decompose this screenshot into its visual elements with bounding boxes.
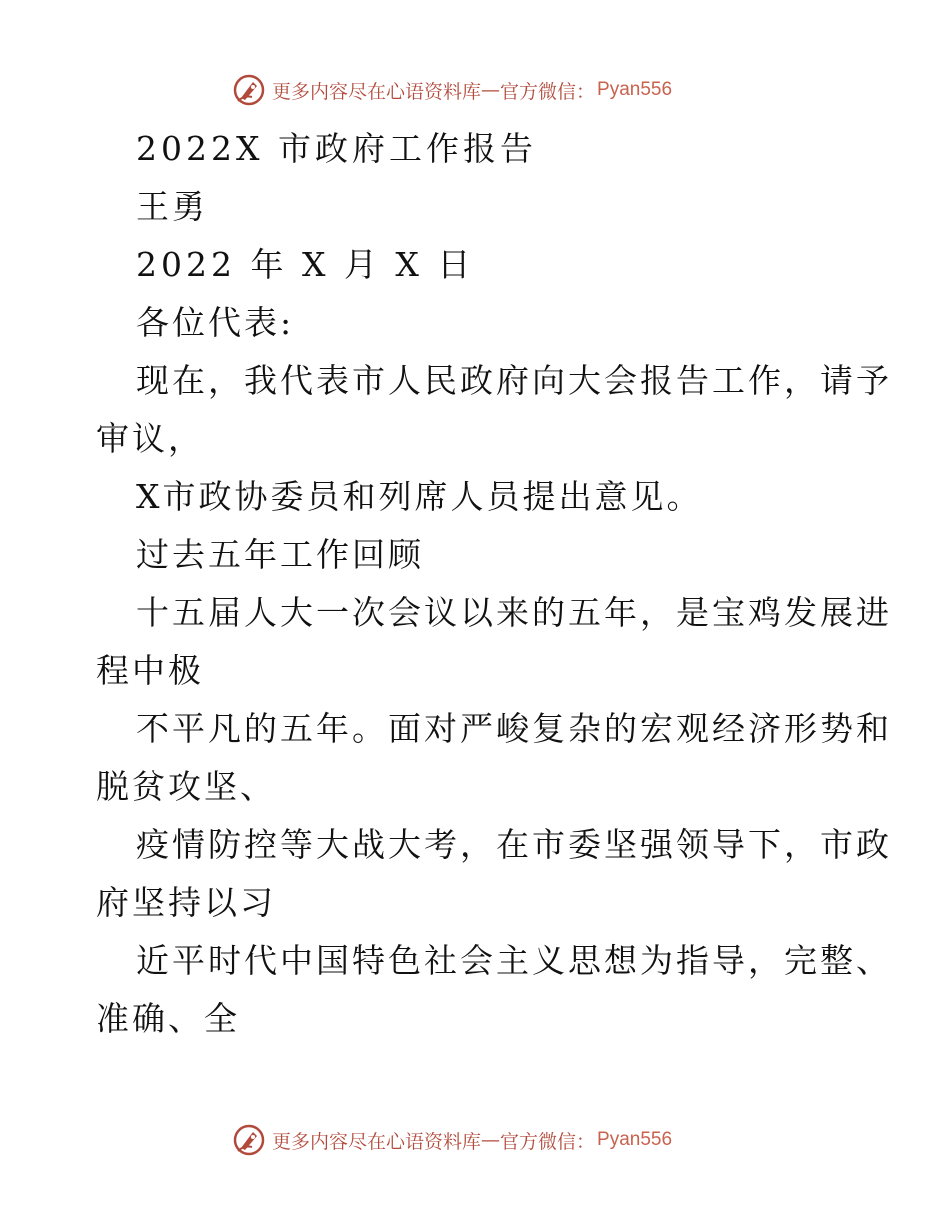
footer-banner-separator: — bbox=[481, 1129, 501, 1151]
body-line: X市政协委员和列席人员提出意见。 bbox=[136, 477, 703, 516]
body-line: 近平时代中国特色社会主义思想为指导，完整、 bbox=[136, 941, 892, 980]
header-banner bbox=[232, 72, 672, 108]
footer-banner-text: 更多内容尽在心语资料库 bbox=[272, 1130, 482, 1153]
document-date: 2022 年 X 月 X 日 bbox=[136, 245, 475, 284]
document-salutation: 各位代表: bbox=[136, 303, 295, 342]
header-banner-text: 更多内容尽在心语资料库 bbox=[272, 80, 482, 103]
footer-banner bbox=[232, 1122, 672, 1158]
footer-wechat-id: Pyan556 bbox=[597, 1129, 673, 1150]
pen-nib-logo-icon bbox=[232, 1123, 266, 1157]
body-line: 府坚持以习 bbox=[96, 883, 276, 922]
document-author: 王勇 bbox=[136, 187, 208, 226]
body-line: 不平凡的五年。面对严峻复杂的宏观经济形势和 bbox=[136, 709, 892, 748]
header-wechat-id: Pyan556 bbox=[597, 79, 673, 100]
body-line: 审议， bbox=[96, 419, 204, 458]
body-line: 疫情防控等大战大考，在市委坚强领导下，市政 bbox=[136, 825, 892, 864]
document-body bbox=[96, 120, 892, 1048]
document-title: 2022X 市政府工作报告 bbox=[136, 129, 537, 168]
body-line: 脱贫攻坚、 bbox=[96, 767, 276, 806]
pen-nib-logo-icon bbox=[232, 73, 266, 107]
header-banner-separator: — bbox=[481, 79, 501, 101]
header-wechat-label: 官方微信： bbox=[500, 80, 596, 103]
section-heading: 过去五年工作回顾 bbox=[136, 535, 424, 574]
body-line: 十五届人大一次会议以来的五年，是宝鸡发展进 bbox=[136, 593, 892, 632]
body-line: 准确、全 bbox=[96, 999, 240, 1038]
body-line: 程中极 bbox=[96, 651, 204, 690]
footer-wechat-label: 官方微信： bbox=[500, 1130, 596, 1153]
body-line: 现在，我代表市人民政府向大会报告工作，请予 bbox=[136, 361, 892, 400]
